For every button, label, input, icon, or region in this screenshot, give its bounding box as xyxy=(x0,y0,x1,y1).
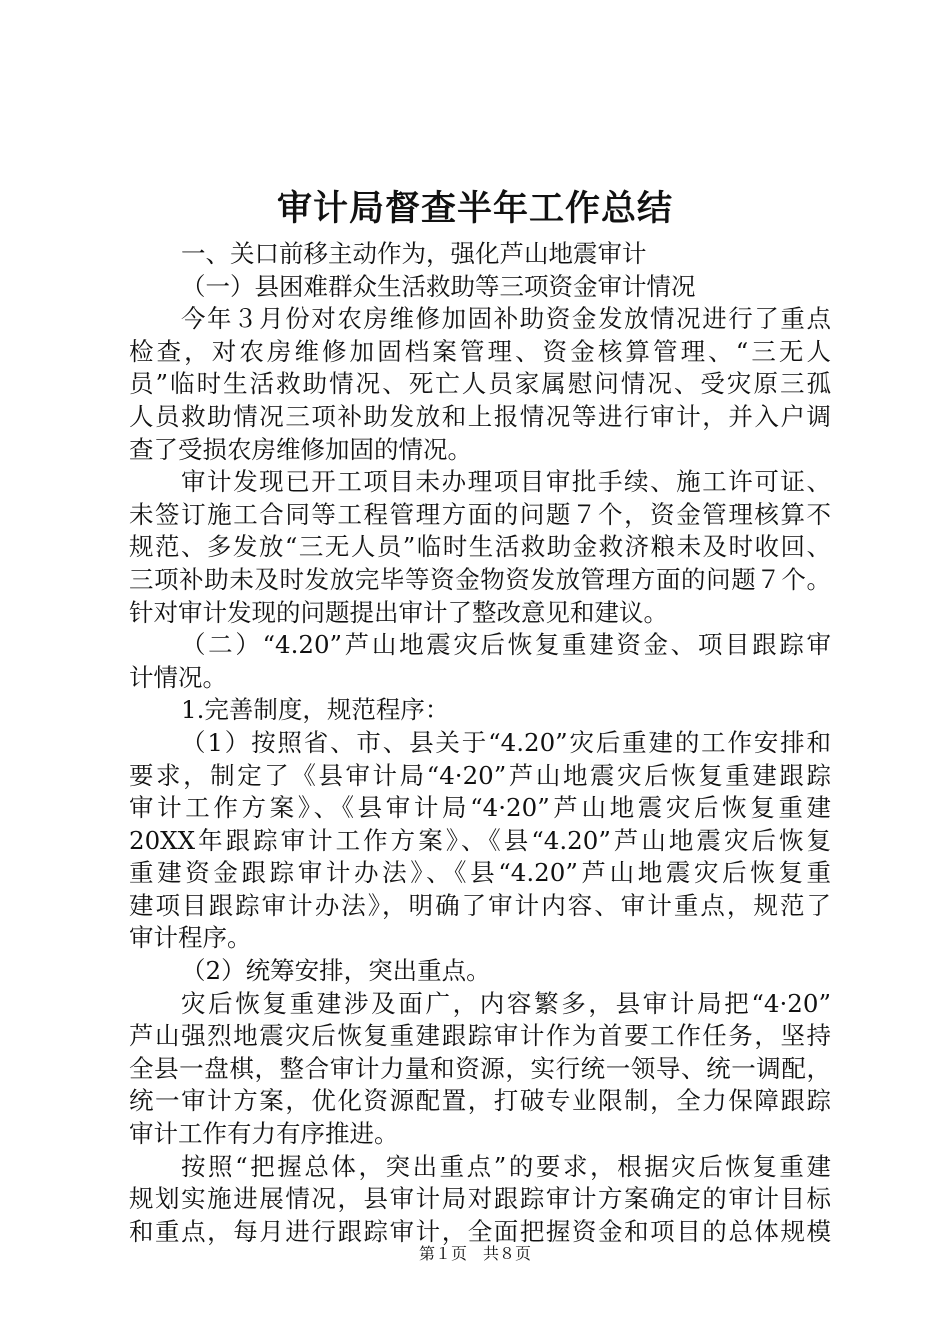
text-line: 未签订施工合同等工程管理方面的问题７个，资金管理核算不 xyxy=(129,499,831,529)
text-line: 三项补助未及时发放完毕等资金物资发放管理方面的问题７个。 xyxy=(129,564,831,594)
text-line: 和重点，每月进行跟踪审计，全面把握资金和项目的总体规模 xyxy=(129,1216,831,1246)
text-line: 审计工作方案》、《县审计局“4·20”芦山地震灾后恢复重建 xyxy=(129,793,831,823)
text-line: 审计发现已开工项目未办理项目审批手续、施工许可证、 xyxy=(181,467,831,497)
text-line: 查了受损农房维修加固的情况。 xyxy=(129,434,472,464)
text-line: 人员救助情况三项补助发放和上报情况等进行审计，并入户调 xyxy=(129,401,831,431)
document-body xyxy=(129,238,831,1248)
text-line: 全县一盘棋，整合审计力量和资源，实行统一领导、统一调配， xyxy=(129,1053,831,1083)
text-line: 灾后恢复重建涉及面广，内容繁多，县审计局把“4·20” xyxy=(181,988,831,1018)
text-line: 统一审计方案，优化资源配置，打破专业限制，全力保障跟踪 xyxy=(129,1086,831,1116)
text-line: 规范、多发放“三无人员”临时生活救助金救济粮未及时收回、 xyxy=(129,532,831,562)
text-line: 1.完善制度，规范程序： xyxy=(181,695,450,725)
text-line: 检查，对农房维修加固档案管理、资金核算管理、“三无人 xyxy=(129,336,831,366)
text-line: （1）按照省、市、县关于“4.20”灾后重建的工作安排和 xyxy=(181,727,831,757)
text-line: 建项目跟踪审计办法》，明确了审计内容、审计重点，规范了 xyxy=(129,890,831,920)
text-line: 一、关口前移主动作为，强化芦山地震审计 xyxy=(181,239,647,268)
text-line: 员”临时生活救助情况、死亡人员家属慰问情况、受灾原三孤 xyxy=(129,369,831,399)
text-line: （二）“4.20”芦山地震灾后恢复重建资金、项目跟踪审 xyxy=(181,630,831,660)
text-line: 针对审计发现的问题提出审计了整改意见和建议。 xyxy=(129,597,668,627)
text-line: 芦山强烈地震灾后恢复重建跟踪审计作为首要工作任务，坚持 xyxy=(129,1021,831,1051)
document-title: 审计局督查半年工作总结 xyxy=(276,189,673,229)
text-line: （一）县困难群众生活救助等三项资金审计情况 xyxy=(181,271,696,301)
text-line: 审计工作有力有序推进。 xyxy=(129,1119,399,1149)
text-line: （2）统筹安排，突出重点。 xyxy=(181,956,491,986)
text-line: 重建资金跟踪审计办法》、《县“4.20”芦山地震灾后恢复重 xyxy=(129,858,831,888)
text-line: 今年３月份对农房维修加固补助资金发放情况进行了重点 xyxy=(181,304,831,334)
text-line: 规划实施进展情况，县审计局对跟踪审计方案确定的审计目标 xyxy=(129,1184,831,1214)
page-footer: 第１页 共８页 xyxy=(418,1244,531,1263)
text-line: 按照“把握总体，突出重点”的要求，根据灾后恢复重建 xyxy=(181,1151,831,1181)
text-line: 计情况。 xyxy=(129,662,227,692)
text-line: 20XX年跟踪审计工作方案》、《县“4.20”芦山地震灾后恢复 xyxy=(129,825,831,855)
text-line: 审计程序。 xyxy=(129,923,252,953)
text-line: 要求，制定了《县审计局“4·20”芦山地震灾后恢复重建跟踪 xyxy=(129,760,831,790)
